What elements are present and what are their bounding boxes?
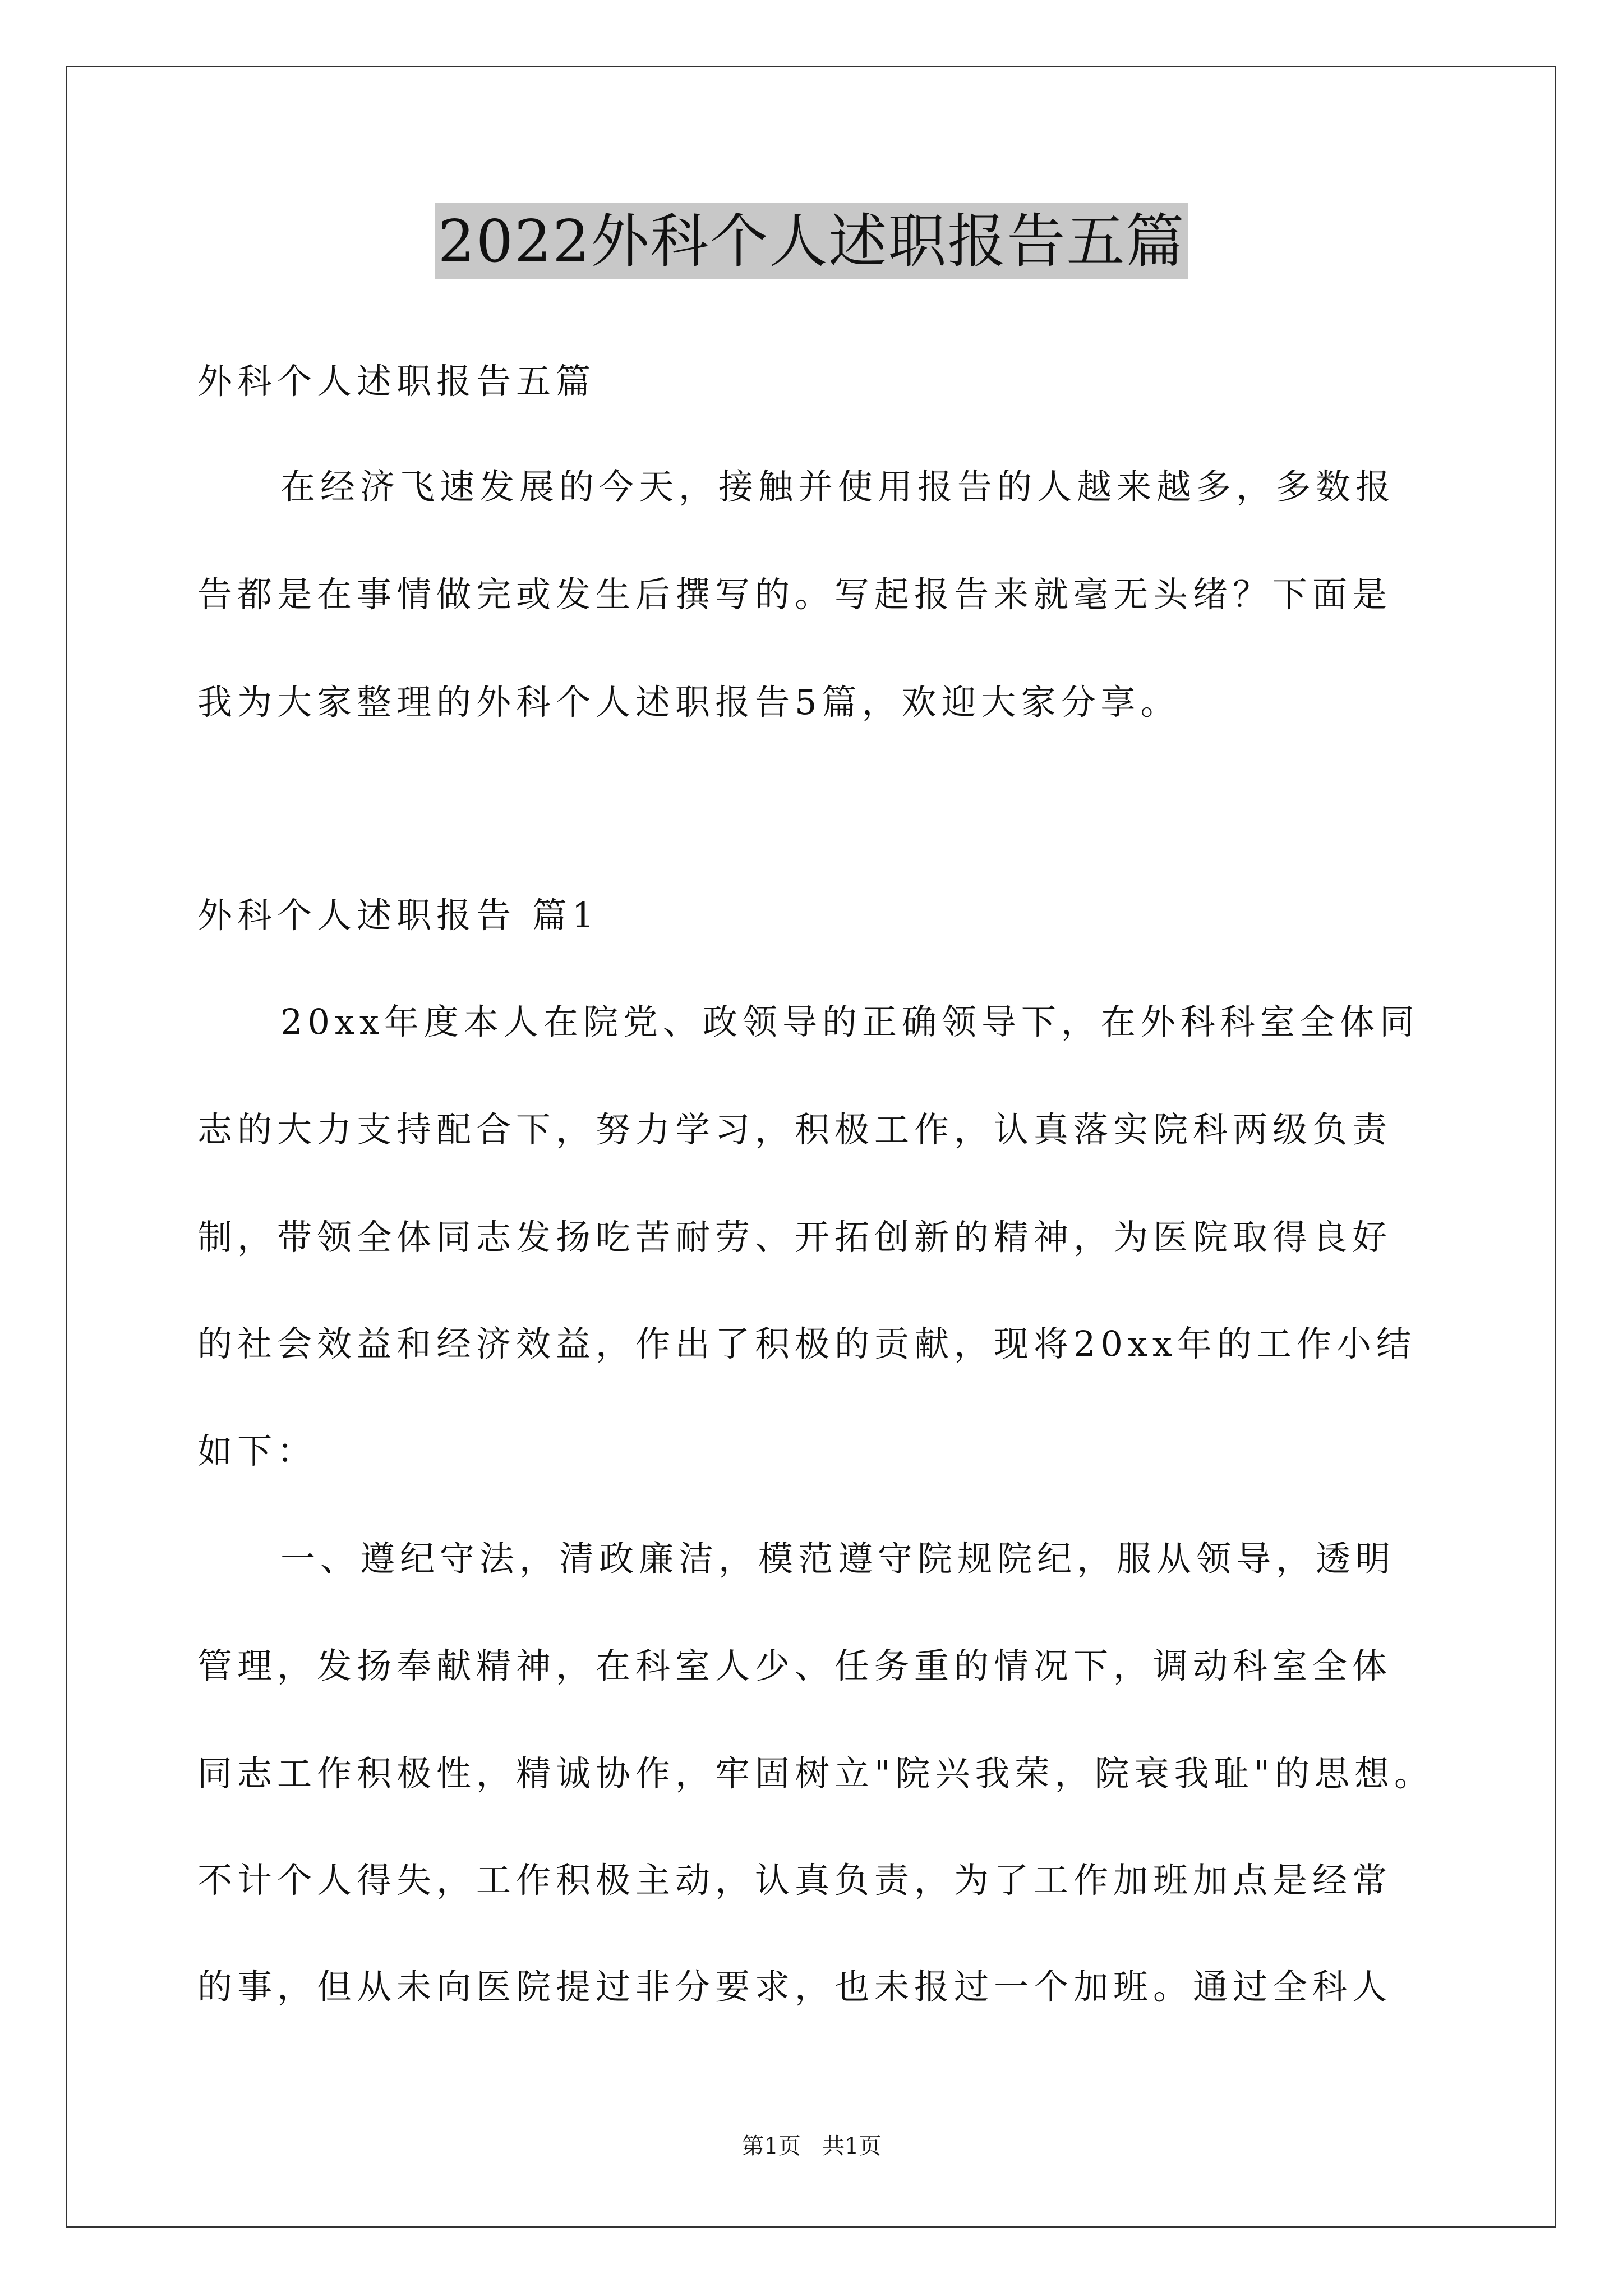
- title-container: [0, 203, 1623, 279]
- intro-line: 告都是在事情做完或发生后撰写的。写起报告来就毫无头绪？下面是: [197, 574, 1393, 615]
- subtitle: 外科个人述职报告五篇: [197, 361, 596, 402]
- intro-line: 我为大家整理的外科个人述职报告5篇，欢迎大家分享。: [197, 682, 1181, 723]
- body-line: 20xx年度本人在院党、政领导的正确领导下，在外科科室全体同: [280, 1001, 1419, 1042]
- body-line: 一、遵纪守法，清政廉洁，模范遵守院规院纪，服从领导，透明: [280, 1538, 1396, 1579]
- section-heading: 外科个人述职报告 篇1: [197, 895, 600, 936]
- body-line: 如下：: [197, 1430, 317, 1471]
- body-line: 管理，发扬奉献精神，在科室人少、任务重的情况下，调动科室全体: [197, 1645, 1393, 1686]
- body-line: 同志工作积极性，精诚协作，牢固树立"院兴我荣，院衰我耻"的思想。: [197, 1753, 1435, 1794]
- body-line: 的社会效益和经济效益，作出了积极的贡献，现将20xx年的工作小结: [197, 1323, 1416, 1364]
- body-line: 的事，但从未向医院提过非分要求，也未报过一个加班。通过全科人: [197, 1966, 1393, 2007]
- body-line: 志的大力支持配合下，努力学习，积极工作，认真落实院科两级负责: [197, 1109, 1393, 1150]
- document-title: 2022外科个人述职报告五篇: [435, 203, 1189, 279]
- body-line: 制，带领全体同志发扬吃苦耐劳、开拓创新的精神，为医院取得良好: [197, 1217, 1393, 1258]
- page-footer: 第1页 共1页: [741, 2133, 882, 2159]
- intro-line: 在经济飞速发展的今天，接触并使用报告的人越来越多，多数报: [280, 466, 1396, 507]
- body-line: 不计个人得失，工作积极主动，认真负责，为了工作加班加点是经常: [197, 1860, 1393, 1901]
